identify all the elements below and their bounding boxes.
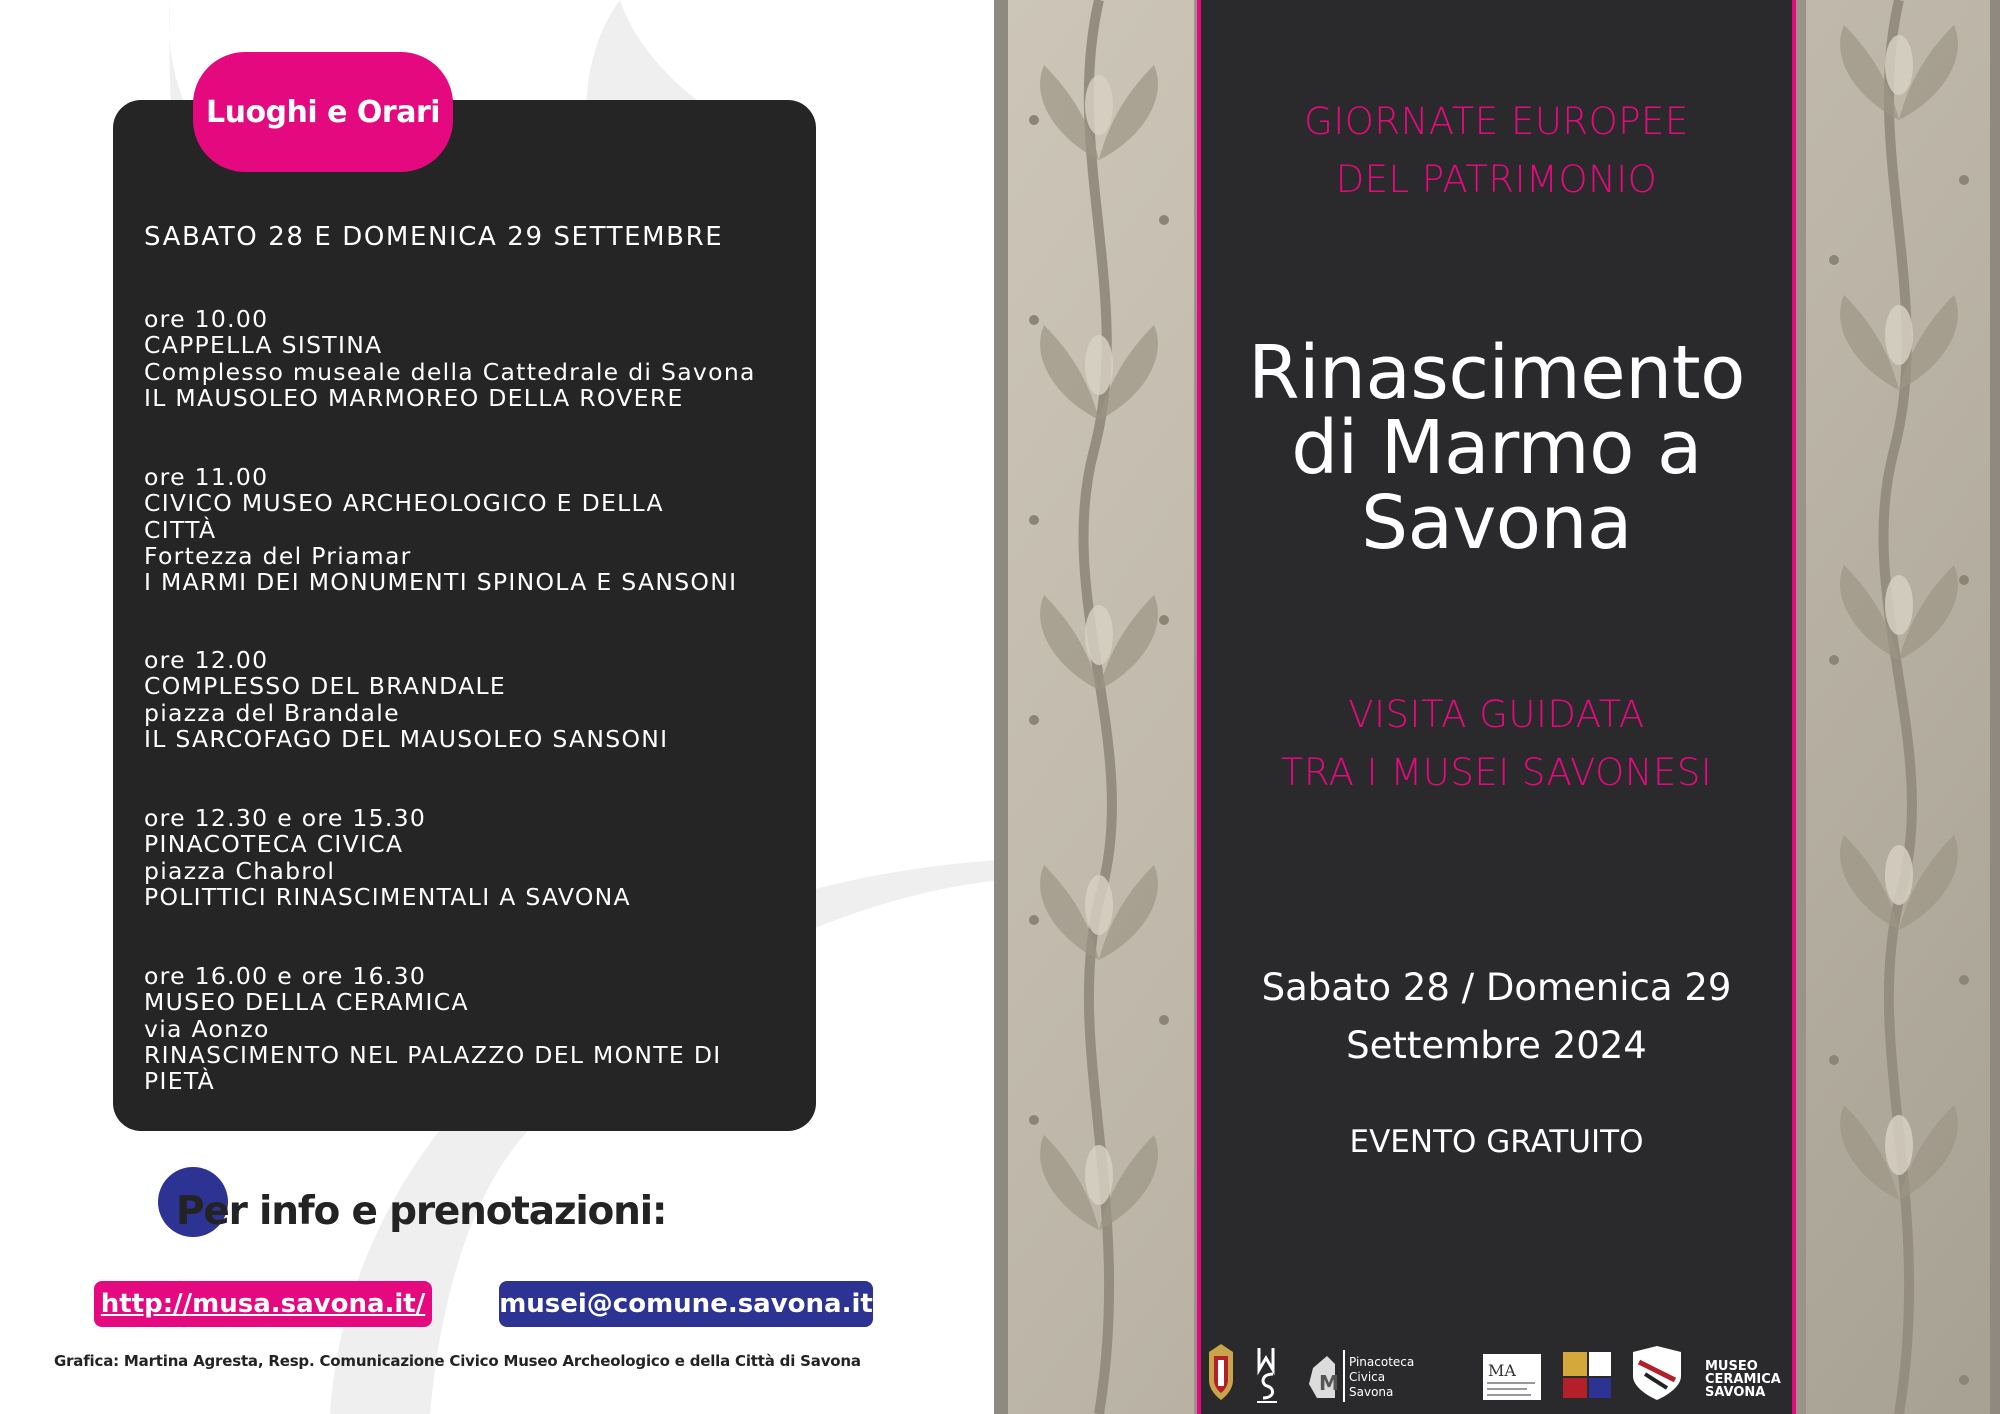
title-line-3: Savona (1361, 480, 1632, 566)
entry-place: PINACOTECA CIVICA (144, 830, 404, 859)
entry-time: ore 10.00 (144, 305, 269, 333)
entry-location: Fortezza del Priamar (144, 541, 412, 570)
pinacoteca-line-3: Savona (1349, 1385, 1394, 1399)
svg-text:MA: MA (1488, 1361, 1516, 1380)
title-line-1: Rinascimento (1248, 330, 1745, 416)
title-line-2: di Marmo a (1291, 405, 1702, 491)
entry-time: ore 11.00 (144, 463, 269, 491)
event-dates (1197, 959, 1796, 1075)
coat-of-arms-logo (1209, 1344, 1233, 1400)
ceramica-line-2: CERAMICA (1705, 1372, 1781, 1387)
event-line-1: GIORNATE EUROPEE (1304, 100, 1689, 143)
schedule-tab-label: Luoghi e Orari (193, 52, 453, 172)
entry-topic: POLITTICI RINASCIMENTALI A SAVONA (144, 882, 631, 911)
entry-time: ore 12.00 (144, 646, 269, 674)
subtitle (1197, 686, 1796, 802)
schedule-heading: SABATO 28 E DOMENICA 29 SETTEMBRE (144, 222, 724, 252)
entry-topic: RINASCIMENTO NEL PALAZZO DEL MONTE DI PIETÀ (144, 1040, 722, 1096)
schedule-entry (144, 963, 794, 1094)
schedule-entry (144, 464, 794, 595)
partner-logos (1205, 1340, 1790, 1406)
date-line-2: Settembre 2024 (1346, 1024, 1647, 1067)
credits-text: Grafica: Martina Agresta, Resp. Comunicazione Civico Museo Archeologico e della Città di Savona (54, 1352, 861, 1370)
schedule-entry (144, 306, 794, 411)
free-event-label: EVENTO GRATUITO (1349, 1124, 1644, 1160)
entry-location: Complesso museale della Cattedrale di Savona (144, 357, 756, 386)
entry-topic: IL MAUSOLEO MARMOREO DELLA ROVERE (144, 383, 684, 412)
ceramica-line-1: MUSEO (1705, 1359, 1758, 1374)
svg-text:M: M (1319, 1371, 1339, 1395)
pinacoteca-logo (1309, 1350, 1414, 1402)
event-series-title (1197, 93, 1796, 209)
entry-place: COMPLESSO DEL BRANDALE (144, 672, 507, 701)
website-link[interactable]: http://musa.savona.it/ (94, 1281, 432, 1327)
entry-place: CAPPELLA SISTINA (144, 331, 383, 360)
entry-place: MUSEO DELLA CERAMICA (144, 988, 469, 1017)
cappella-sistina-logo (1563, 1352, 1611, 1398)
pinacoteca-line-1: Pinacoteca (1349, 1355, 1415, 1369)
main-title (1197, 330, 1796, 566)
entry-time: ore 16.00 e ore 16.30 (144, 962, 427, 990)
entry-location: via Aonzo (144, 1014, 270, 1043)
entry-location: piazza Chabrol (144, 856, 336, 885)
schedule-entry (144, 805, 794, 910)
archaeology-museum-logo (1483, 1354, 1541, 1400)
subtitle-line-2: TRA I MUSEI SAVONESI (1280, 751, 1713, 794)
musa-logo (1257, 1348, 1277, 1403)
event-line-2: DEL PATRIMONIO (1335, 158, 1658, 201)
pinacoteca-line-2: Civica (1349, 1370, 1386, 1384)
entry-location: piazza del Brandale (144, 698, 400, 727)
entry-topic: IL SARCOFAGO DEL MAUSOLEO SANSONI (144, 724, 669, 753)
campanassa-logo (1633, 1346, 1681, 1400)
info-title: Per info e prenotazioni: (176, 1189, 667, 1234)
entry-topic: I MARMI DEI MONUMENTI SPINOLA E SANSONI (144, 568, 738, 597)
museo-ceramica-logo (1705, 1359, 1781, 1400)
entry-time: ore 12.30 e ore 15.30 (144, 804, 427, 832)
ceramica-line-3: SAVONA (1705, 1385, 1766, 1400)
schedule-entry (144, 647, 794, 752)
subtitle-line-1: VISITA GUIDATA (1348, 693, 1645, 736)
email-link[interactable]: musei@comune.savona.it (499, 1281, 873, 1327)
entry-place: CIVICO MUSEO ARCHEOLOGICO E DELLA CITTÀ (144, 489, 664, 544)
date-line-1: Sabato 28 / Domenica 29 (1261, 966, 1732, 1009)
